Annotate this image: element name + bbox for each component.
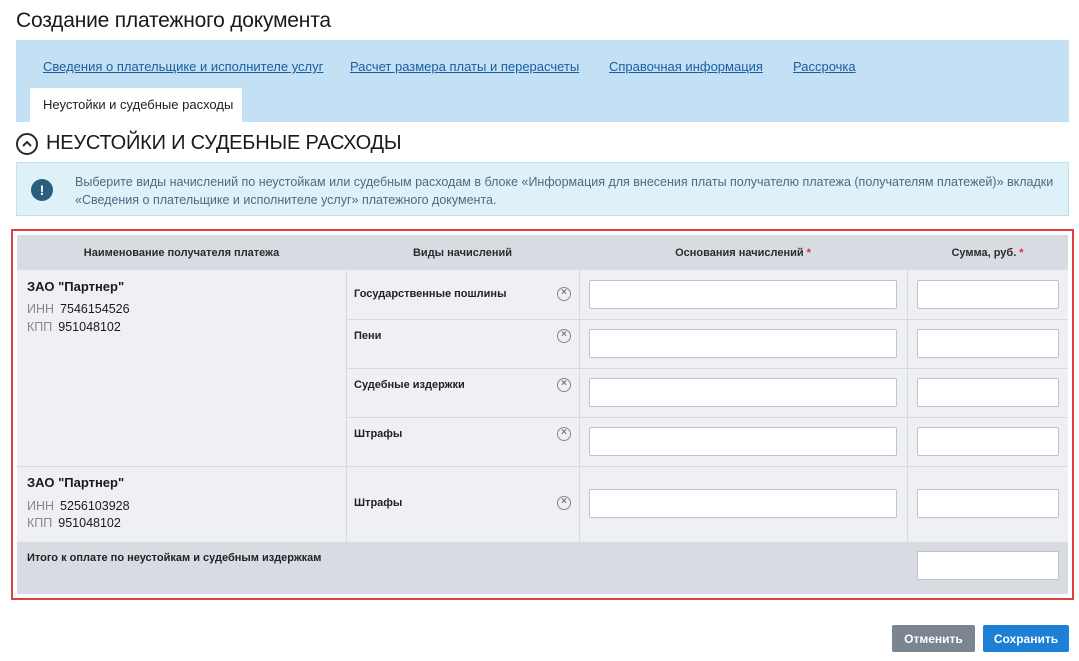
cancel-button[interactable]: Отменить [892, 625, 975, 652]
total-row [17, 542, 1068, 594]
remove-circle-icon[interactable]: × [557, 427, 571, 441]
sum-input[interactable] [917, 489, 1059, 518]
charges-table [17, 235, 1068, 594]
chevron-up-icon[interactable] [16, 133, 38, 155]
exclamation-icon: ! [31, 179, 53, 201]
sum-input[interactable] [917, 329, 1059, 358]
required-mark: * [806, 246, 811, 259]
tabs-bar [16, 40, 1069, 122]
remove-circle-icon[interactable]: × [557, 496, 571, 510]
divider [346, 270, 347, 542]
basis-input[interactable] [589, 329, 897, 358]
basis-input[interactable] [589, 280, 897, 309]
sum-input[interactable] [917, 280, 1059, 309]
remove-circle-icon[interactable]: × [557, 378, 571, 392]
page-title: Создание платежного документа [16, 9, 331, 32]
header-charge-types: Виды начислений [346, 235, 579, 270]
tab-penalties[interactable]: Неустойки и судебные расходы [30, 88, 242, 122]
total-label: Итого к оплате по неустойкам и судебным издержкам [27, 552, 322, 564]
charge-label: Судебные издержки [354, 379, 465, 391]
header-basis: Основания начислений * [579, 235, 907, 270]
section-title: НЕУСТОЙКИ И СУДЕБНЫЕ РАСХОДЫ [46, 132, 402, 154]
required-mark: * [1019, 246, 1024, 259]
divider [346, 319, 1068, 320]
divider [346, 417, 1068, 418]
highlight-frame [11, 229, 1074, 600]
basis-input[interactable] [589, 427, 897, 456]
divider [17, 466, 1068, 467]
payee-kpp: КПП 951048102 [27, 320, 121, 334]
divider [907, 270, 908, 542]
basis-input[interactable] [589, 378, 897, 407]
remove-circle-icon[interactable]: × [557, 287, 571, 301]
save-button[interactable]: Сохранить [983, 625, 1069, 652]
charge-label: Государственные пошлины [354, 288, 507, 300]
section-header[interactable] [16, 132, 401, 155]
payee-name: ЗАО "Партнер" [27, 279, 125, 294]
payee-name: ЗАО "Партнер" [27, 475, 125, 490]
charge-label: Штрафы [354, 497, 403, 509]
sum-input[interactable] [917, 427, 1059, 456]
charge-label: Штрафы [354, 428, 403, 440]
payee-kpp: КПП 951048102 [27, 516, 121, 530]
tab-payer-info[interactable]: Сведения о плательщике и исполнителе услуг [43, 59, 324, 74]
header-payee: Наименование получателя платежа [17, 235, 346, 270]
total-sum-input[interactable] [917, 551, 1059, 580]
remove-circle-icon[interactable]: × [557, 329, 571, 343]
tab-installment[interactable]: Рассрочка [793, 59, 856, 74]
tab-payment-calc[interactable]: Расчет размера платы и перерасчеты [350, 59, 580, 74]
charge-label: Пени [354, 330, 382, 342]
info-text: Выберите виды начислений по неустойкам или судебным расходам в блоке «Информация для внесения платы получателю платежа (получателям платежей)» вкладки «Сведения о плательщике и исполнителе услуг» платежного документа. [75, 175, 1054, 207]
payee-inn: ИНН 7546154526 [27, 302, 130, 316]
tab-reference-info[interactable]: Справочная информация [609, 59, 763, 74]
info-box [16, 162, 1069, 216]
divider [579, 270, 580, 542]
basis-input[interactable] [589, 489, 897, 518]
sum-input[interactable] [917, 378, 1059, 407]
header-sum: Сумма, руб. * [907, 235, 1068, 270]
payee-inn: ИНН 5256103928 [27, 499, 130, 513]
divider [346, 368, 1068, 369]
